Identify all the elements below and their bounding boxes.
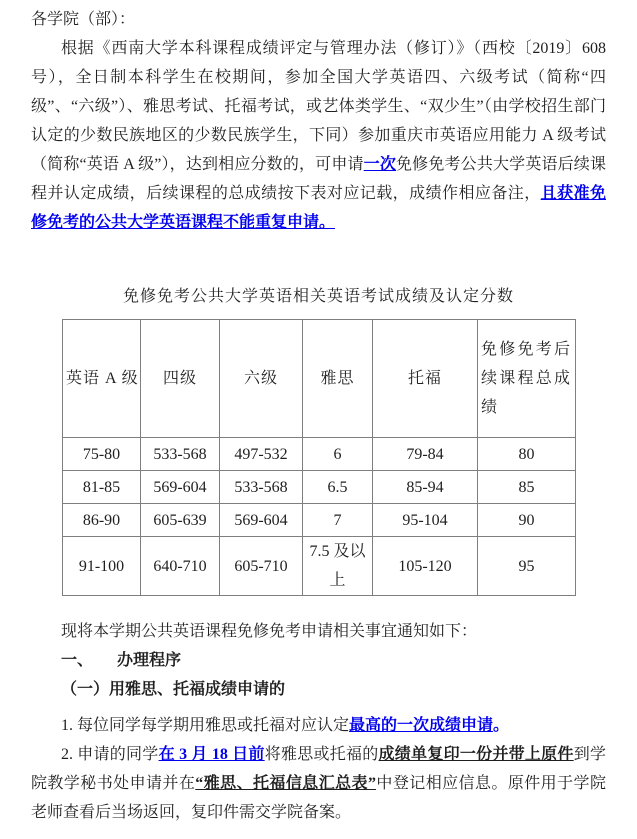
section-title: 办理程序 [117,652,182,669]
table-cell: 605-639 [141,504,220,537]
item2-deadline-highlight: 在 3 月 18 日前 [158,746,265,763]
score-table-header-row [63,320,576,438]
table-cell: 6 [303,438,373,471]
table-cell: 90 [478,504,576,537]
section-heading-1 [31,646,606,675]
table-cell: 605-710 [220,537,303,596]
table-cell: 7.5 及以上 [303,537,373,596]
item1-highlight: 最高的一次成绩申请 [349,717,494,734]
table-row [63,537,576,596]
table-cell: 85 [478,471,576,504]
table-cell: 86-90 [63,504,141,537]
table-cell: 95 [478,537,576,596]
table-cell: 79-84 [373,438,478,471]
table-cell: 7 [303,504,373,537]
salutation: 各学院（部）： [31,11,136,28]
item1-text: 1. 每位同学每学期用雅思或托福对应认定 [61,717,350,734]
score-table [62,319,576,596]
item2-text-3: 到学院教学秘书处申请并在 [31,746,606,792]
section-number: 一、 [61,652,94,669]
item2-text-4: 中登记相应信息。原件用于学院老师查看后当场返回，复印件需交学院备案。 [31,775,606,821]
column-header: 雅思 [303,320,373,438]
table-cell: 105-120 [373,537,478,596]
intro-text-1: 根据《西南大学本科课程成绩评定与管理办法（修订）》（西校〔2019〕608 号），全日制本科学生在校期间，参加全国大学英语四、六级考试（简称“四级”、“六级”）、雅思考试、托福考试，或艺体类学生、“双少生”（由学校招生部门认定的少数民族地区的少数民族学生，下同）参加重庆市英语应用能力 A 级考试（简称“英语 A 级”），达到相应分数的，可申请 [31,40,606,173]
table-cell: 81-85 [63,471,141,504]
table-cell: 533-568 [220,471,303,504]
column-header: 托福 [373,320,478,438]
column-header: 免修免考后续课程总成绩 [478,320,576,438]
table-cell: 6.5 [303,471,373,504]
score-table-title: 免修免考公共大学英语相关英语考试成绩及认定分数 [122,288,514,305]
intro-paragraph [31,34,606,237]
table-row [63,504,576,537]
table-cell: 497-532 [220,438,303,471]
item2-text-1: 2. 申请的同学 [61,746,159,763]
subsection-heading-1: （一）用雅思、托福成绩申请的 [61,681,286,698]
column-header: 四级 [141,320,220,438]
intro-text-2: 免修免考公共大学英语后续课程并认定成绩，后续课程的总成绩按下表对应记载，成绩作相应备注， [31,156,606,202]
table-cell: 569-604 [220,504,303,537]
table-cell: 569-604 [141,471,220,504]
table-cell: 80 [478,438,576,471]
table-cell: 75-80 [63,438,141,471]
table-row [63,471,576,504]
column-header: 英语 A 级 [63,320,141,438]
item2-form-name: “雅思、托福信息汇总表” [195,775,376,792]
column-header: 六级 [220,320,303,438]
item2-copy-requirement: 成绩单复印一份并带上原件 [378,746,574,763]
table-cell: 640-710 [141,537,220,596]
once-highlight: 一次 [363,156,396,173]
no-repeat-highlight: 且获准免修免考的公共大学英语课程不能重复申请。 [31,185,606,231]
table-cell: 91-100 [63,537,141,596]
table-cell: 85-94 [373,471,478,504]
notice-lead: 现将本学期公共英语课程免修免考申请相关事宜通知如下： [61,623,478,640]
list-item-1 [31,711,606,740]
table-row [63,438,576,471]
item1-period: 。 [493,717,510,734]
item2-text-2: 将雅思或托福的 [264,746,379,763]
table-cell: 95-104 [373,504,478,537]
table-cell: 533-568 [141,438,220,471]
list-item-2 [31,740,606,827]
